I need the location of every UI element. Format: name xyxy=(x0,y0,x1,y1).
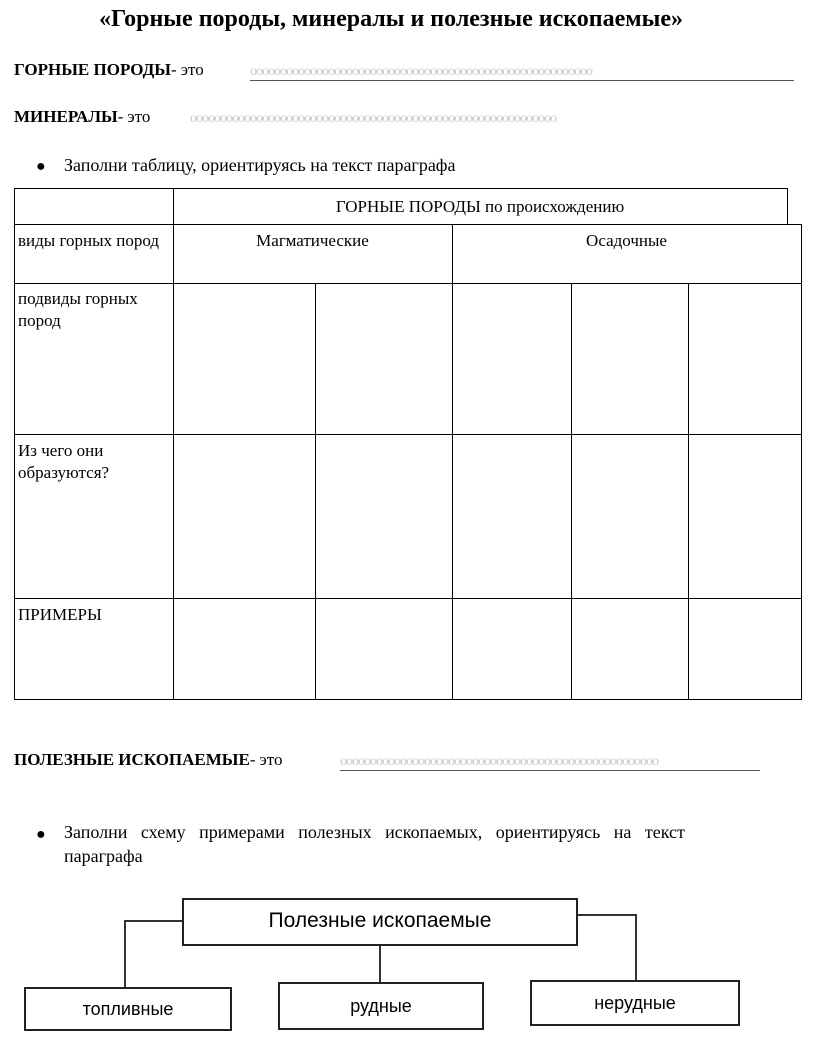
bullet-icon: ● xyxy=(36,158,46,175)
term-useful-eto: это xyxy=(259,750,283,769)
term-useful: ПОЛЕЗНЫЕ ИСКОПАЕМЫЕ xyxy=(14,750,250,769)
instruction-table: Заполни таблицу, ориентируясь на текст параграфа xyxy=(64,155,456,175)
row-label-examples: ПРИМЕРЫ xyxy=(18,605,102,624)
term-rocks-dash: - xyxy=(171,60,177,79)
scheme-ore-box: рудные xyxy=(278,982,484,1030)
definition-rocks xyxy=(14,60,204,80)
definition-useful xyxy=(14,750,283,770)
term-minerals-eto: это xyxy=(127,107,151,126)
bullet-icon: ● xyxy=(36,826,46,843)
rocks-answer-line[interactable]: ооооооооооооооооооооооооооооооооооооооооооооооооооооооооо xyxy=(250,64,794,81)
minerals-answer-line[interactable]: ооооооооооооооооооооооооооооооооооооооооооооооооооооооооооооо xyxy=(190,111,556,126)
term-minerals-dash: - xyxy=(117,107,124,126)
row-label-subtypes: подвиды горных пород xyxy=(18,289,138,330)
scheme-fuel-box: топливные xyxy=(24,987,232,1031)
instruction-scheme-line1: Заполни схему примерами полезных ископаемых, ориентируясь на текст xyxy=(64,822,685,842)
useful-answer-line[interactable]: ооооооооооооооооооооооооооооооооооооооооооооооооооооо xyxy=(340,754,760,771)
scheme-nonmetal-box: нерудные xyxy=(530,980,740,1026)
row-label-types: виды горных пород xyxy=(18,231,160,250)
column-magmatic: Магматические xyxy=(256,231,369,250)
instruction-scheme-line2: параграфа xyxy=(64,846,143,866)
page-title: «Горные породы, минералы и полезные ископаемые» xyxy=(98,6,684,32)
term-useful-dash: - xyxy=(249,750,256,769)
scheme-root-box: Полезные ископаемые xyxy=(182,898,578,946)
term-rocks-eto: это xyxy=(180,60,204,79)
term-minerals: МИНЕРАЛЫ xyxy=(14,107,118,126)
definition-minerals xyxy=(14,107,150,127)
table-header-origin: ГОРНЫЕ ПОРОДЫ по происхождению xyxy=(335,197,625,216)
row-label-formation: Из чего они образуются? xyxy=(18,441,110,482)
column-sedimentary: Осадочные xyxy=(586,231,667,250)
term-rocks: ГОРНЫЕ ПОРОДЫ xyxy=(14,60,172,79)
